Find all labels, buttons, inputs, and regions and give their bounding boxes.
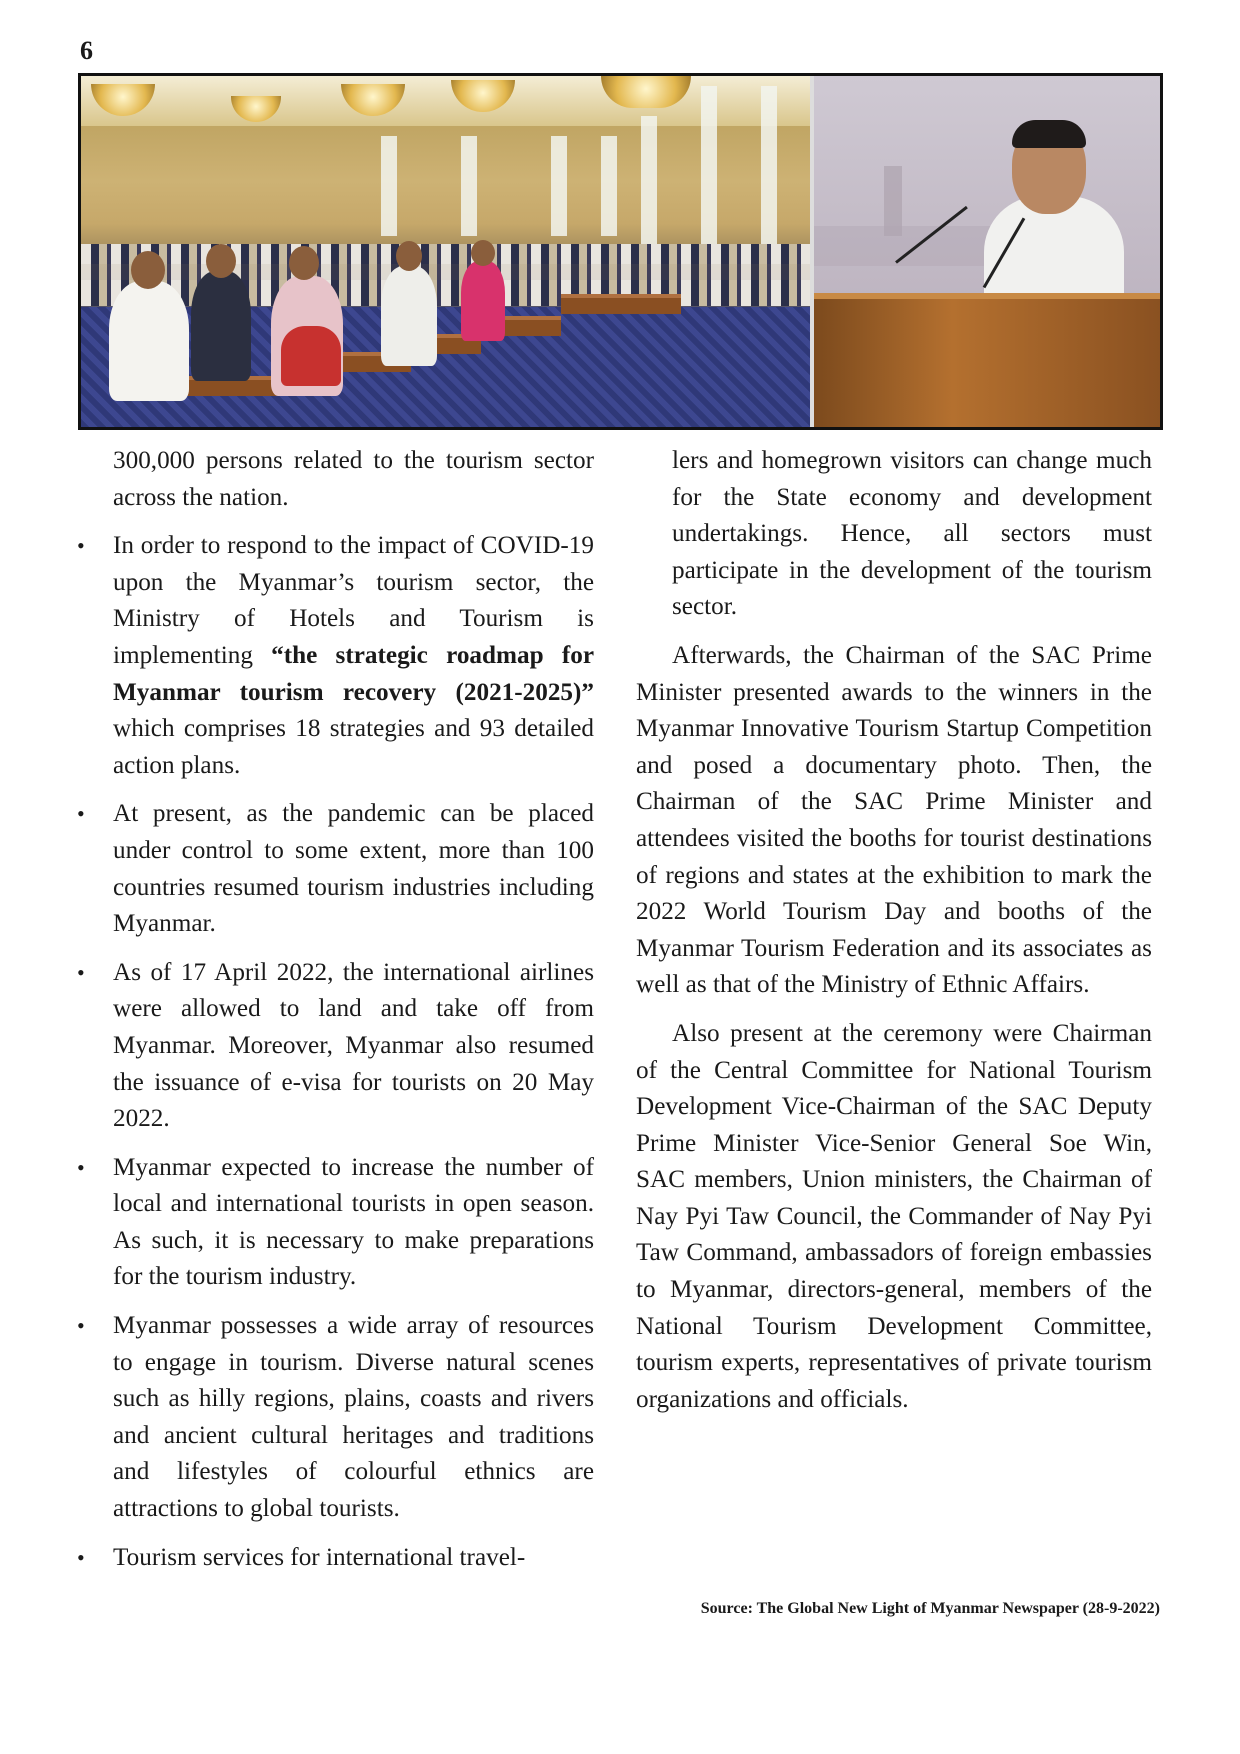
bullet-item: • Myanmar expected to increase the number of local and international tourists in open season. As such, it is necessary to make preparations for the tourism industry. xyxy=(113,1150,594,1296)
left-column xyxy=(113,443,594,1588)
right-column xyxy=(636,443,1152,1430)
bullet-list xyxy=(113,528,594,1576)
continuation-text: 300,000 persons related to the tourism sector across the nation. xyxy=(113,447,594,511)
continuation-text: lers and homegrown visitors can change much for the State economy and development undertakings. Hence, all sectors must participate in the development of the tourism sector. xyxy=(672,447,1152,621)
paragraph-attendees: Also present at the ceremony were Chairman of the Central Committee for National Tourism Development Vice-Chairman of the SAC Deputy Prime Minister Vice-Senior General Soe Win, SAC members, Union ministers, the Chairman of Nay Pyi Taw Council, the Commander of Nay Pyi Taw Command, ambassadors of foreign embassies to Myanmar, directors-general, members of the National Tourism Development Committee, tourism experts, representatives of private tourism organizations and officials. xyxy=(636,1019,1152,1413)
photo-strip xyxy=(78,73,1163,430)
page-number: 6 xyxy=(80,36,93,65)
bullet-item: • Myanmar possesses a wide array of resources to engage in tourism. Diverse natural scenes such as hilly regions, plains, coasts and rivers and ancient cultural heritages and traditions and lifestyles of colourful ethnics are attractions to global tourists. xyxy=(113,1308,594,1528)
roadmap-title: “the strategic roadmap for Myanmar tourism recovery (2021-2025)” xyxy=(113,641,594,706)
speaker-photo xyxy=(814,76,1160,427)
bullet-item: • As of 17 April 2022, the international airlines were allowed to land and take off from Myanmar. Moreover, Myanmar also resumed the issuance of e-visa for tourists on 20 May 2022. xyxy=(113,955,594,1138)
bullet-item: • At present, as the pandemic can be placed under control to some extent, more than 100 countries resumed tourism industries including Myanmar. xyxy=(113,796,594,942)
bullet-item: • Tourism services for international travel- xyxy=(113,1540,594,1577)
bullet-item: • In order to respond to the impact of COVID-19 upon the Myanmar’s tourism sector, the Ministry of Hotels and Tourism is implementing “the strategic roadmap for Myanmar tourism recovery (2021-2025)” which comprises 18 strategies and 93 detailed action plans. xyxy=(113,528,594,784)
conference-hall-photo xyxy=(81,76,810,427)
source-credit: Source: The Global New Light of Myanmar Newspaper (28-9-2022) xyxy=(700,1600,1160,1617)
paragraph-awards: Afterwards, the Chairman of the SAC Prime Minister presented awards to the winners in the Myanmar Innovative Tourism Startup Competition and posed a documentary photo. Then, the Chairman of the SAC Prime Minister and attendees visited the booths for tourist destinations of regions and states at the exhibition to mark the 2022 World Tourism Day and booths of the Myanmar Tourism Federation and its associates as well as that of the Ministry of Ethnic Affairs. xyxy=(636,641,1152,999)
